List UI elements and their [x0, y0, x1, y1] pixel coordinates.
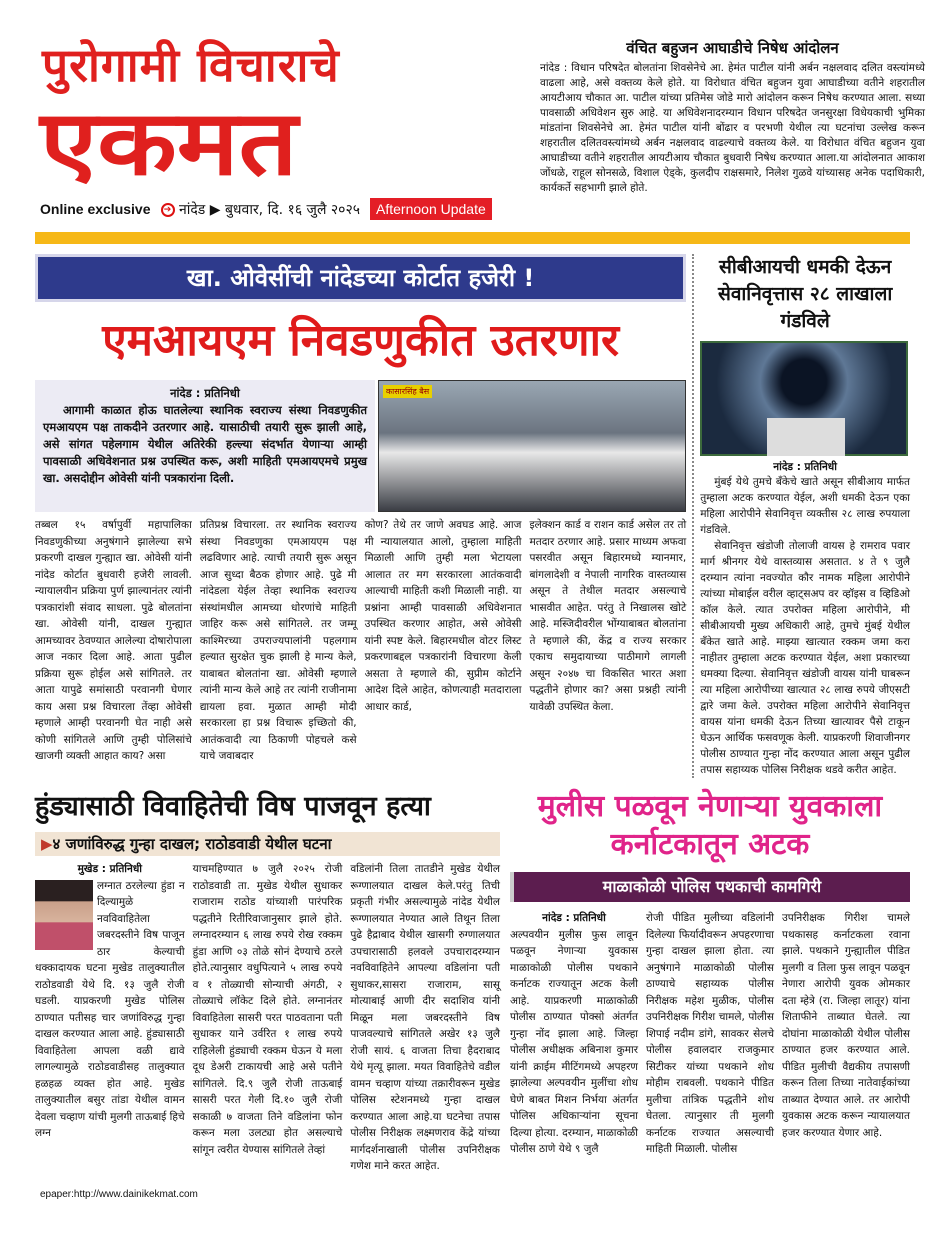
cbi-headline: सीबीआयची धमकी देऊन सेवानिवृत्तास २८ लाखाला गंडविले	[717, 256, 893, 332]
edition-badge: Afternoon Update	[370, 198, 492, 220]
cbi-paragraph: सेवानिवृत्त खंडोजी तोलाजी वायस हे रामराव पवार मार्ग श्रीनगर येथे वास्तव्यास असतात. ४ ते ९ जुलै दरम्यान त्यांना नवज्योत कौर नामक महिला आरोपीने त्यांच्या मोबाईल वरील व्हाट्सअप वर व्हॉइस व व्हिडिओ कॉल केले. त्यात उपरोक्त महिला आरोपीने, मी सीबीआयची मुख्य अधिकारी आहे, तुमचे मुंबई येथील बँकेत खाते आहे. माझ्या खात्यात रक्कम जमा करा नाहीतर तुम्हाला अटक करण्यात येईल, अशा प्रकारच्या धमक्या दिल्या. सेवानिवृत्त खंडोजी वायस यांनी घाबरून त्या महिला आरोपीच्या खात्यात २८ लाख रुपये जीएसटी द्वारे जमा केले. उपरोक्त महिला आरोपीने सेवानिवृत्त वायस यांना धमकी देऊन तिच्या खात्यावर पैसे टाकून घेऊन आर्थिक फसवणूक केली. याप्रकरणी शिवाजीनगर पोलीस ठाण्यात गुन्हा नोंद करण्यात आला असून पुढील तपास सहाय्यक पोलिस निरीक्षक थडवे करीत आहेत.	[700, 540, 910, 776]
dowry-column: वडिलांनी तिला तातडीने मुखेड येथील रूग्णालयात दाखल केले.परंतु तिची प्रकृती गंभीर असल्यामुळे नांदेड येथील रूग्णालयात नेण्यात आले तिथून तिला पुढे हैद्राबाद येथील खासगी रुग्णालयात उपचारासाठी हलवले उपचारादरम्यान नवविवाहितेने आपल्या वडिलांना पती सुधाकर,सासरा राजाराम, सासू मोत्याबाई आणी दीर सदाशिव यांनी मिळून मला जबरदस्तीने विष पाजवल्याचे सांगितले अखेर १३ जुलै रोजी सायं. ६ वाजता तिचा हैदराबाद येथे मृत्यू झाला. मयत विवाहितेचे वडील वामन चव्हाण यांच्या तक्रारीवरून मुखेड पोलिस स्टेशनमध्ये गुन्हा दाखल करण्यात आला आहे.या घटनेचा तपास पोलीस निरीक्षक लक्ष्मणराव केंद्रे यांच्या मार्गदर्शनाखाली पोलीस उपनिरीक्षक गणेश माने करत आहेत.	[350, 863, 500, 1172]
dowry-story	[35, 788, 500, 1175]
lead-story	[35, 254, 686, 778]
lead-intro-box	[35, 380, 375, 512]
edition-date	[161, 200, 361, 219]
kidnap-column: रोजी पीडित मुलीच्या वडिलांनी दिलेल्या फिर्यादीवरून अपहरणाचा गुन्हा दाखल झाला होता. त्या अनुषंगाने माळाकोळी पोलीस ठाण्याचे सहाय्यक पोलीस निरीक्षक महेश मुळीक, पोलीस उपनिरीक्षक गिरीश चामले, पोलीस शिपाई नदीम डांगे, सावकर सेलचे पोलीस हवालदार राजकुमार सिटीकर यांच्या पथकाने शोध मोहीम राबवली. पथकाने पीडित मुलीचा तांत्रिक पद्धतीने शोध घेतला. त्यानुसार ती मुलगी कर्नाटक राज्यात असल्याची माहिती मिळाली. पोलीस	[646, 912, 774, 1155]
lead-headline: एमआयएम निवडणुकीत उतरणार	[102, 315, 619, 366]
kidnap-body	[510, 910, 910, 1158]
bottom-section	[35, 788, 910, 1175]
dowry-headline: हुंड्यासाठी विवाहितेची विष पाजवून हत्या	[35, 791, 431, 822]
kidnap-column-1	[510, 910, 638, 1158]
dowry-subhead-bar	[35, 832, 500, 856]
lead-row	[35, 380, 686, 512]
dowry-column-1	[35, 861, 185, 1175]
kidnap-story	[510, 788, 910, 1175]
dowry-byline: मुखेड : प्रतिनिधी	[77, 863, 143, 875]
top-news-title: वंचित बहुजन आघाडीचे निषेध आंदोलन	[626, 39, 839, 57]
top-news-body: नांदेड : विधान परिषदेत बोलतांना शिवसेनेचे आ. हेमंत पाटील यांनी अर्बन नक्षलवाद दलित वस्त्यांमध्ये वाढला आहे, असे वक्तव्य केले होते. या विरोधात वंचित बहुजन युवा आघाडीच्या वतीने शहरातील आयटीआय चौकात आ. पाटील यांच्या प्रतिमेस जोडे मारो आंदोलन करून निषेध करण्यात आला. सध्या पावसाळी अधिवेशन सुरु आहे. या अधिवेशनादरम्यान विधान परिषदेत जनसुरक्षा विधेयकाची भुमिका मांडतांना शिवसेनेचे आ. हेमंत पाटील यांनी बोंढार व परभणी येथील त्या घटनांचा उल्लेख करून शहरातील दलितवस्त्यांमध्ये अर्बन नक्षलवाद वाढल्याचे वक्तव्य केले. या विरोधात वंचित बहुजन युवा आघाडीच्या वतीने शहरातील आयटीआय चौकात बुधवारी निषेध करण्यात आला.या आंदोलनात आकाश जोंधळे, राहूल सोनसळे, विशाल ऐड्के, कुलदीप राक्षसमारे, निलेश गुळवे यांच्यासह अनेक पदाधिकारी, कार्यकर्ते सहभागी झाले होते.	[540, 62, 925, 194]
masthead-logo: एकमत	[40, 91, 298, 196]
kidnap-byline: नांदेड : प्रतिनिधी	[542, 912, 606, 924]
kidnap-subhead: माळाकोळी पोलिस पथकाची कामगिरी	[510, 872, 910, 902]
lead-column: इलेक्शन कार्ड व राशन कार्ड असेल तर तो मतदार ठरणार आहे. प्रसार माध्यम अफवा पसरवीत असून बिहारमध्ये म्यानमार, बांगलादेशी व नेपाली नागरिक वास्तव्यास असून ते तेथील मतदार असल्याचे भासवीत आहेत. परंतु ते निखालस खोटे आहे. मस्जिदीवरील भोंग्याबाबत बोलतांना ते म्हणाले की, केंद्र व राज्य सरकार एकाच समुदायाच्या पाठीमागे लागली असून २०४७ चा विकसित भारत अशा पद्धतीने होणार का? असा प्रश्नही त्यांनी यावेळी उपस्थित केला.	[529, 519, 687, 713]
cbi-fraud-story	[700, 254, 910, 778]
top-news-brief	[540, 38, 925, 196]
cbi-paragraph: मुंबई येथे तुमचे बँकेचे खाते असून सीबीआय मार्फत तुम्हाला अटक करण्यात येईल, अशी धमकी देऊन एका महिला आरोपीने सेवानिवृत्त व्यक्तीस २८ लाख रुपयाला गंडविले.	[700, 476, 910, 536]
dowry-subhead: ४ जणांविरुद्ध गुन्हा दाखल; राठोडवाडी येथील घटना	[52, 835, 332, 853]
lead-intro: आगामी काळात होऊ घातलेल्या स्थानिक स्वराज्य संस्था निवडणुकीत एमआयएम पक्ष ताकदीने उतरणार आहे. यासाठीची तयारी सुरू झाली आहे, असे सांगत पहेलगाम येथील अतिरेकी हल्ल्या संदर्भात येणाऱ्या आम्ही पावसाळी अधिवेशनात प्रश्न उपस्थित करू, अशी माहिती एमआयएमचे प्रमुख खा. असदोद्दीन ओवेसी यांनी पत्रकारांना दिली.	[43, 403, 367, 485]
lead-column: कोण? तेथे तर जाणे अवघड आहे. आज मी न्यायालयात आलो, तुम्हाला माहिती मिळाली आणि तुम्ही मला भेटायला आलात तर मग सरकारला आतंकवादी आल्याची माहिती कशी मिळाली नाही. या प्रश्नांना आम्ही पावसाळी अधिवेशनात उपस्थित करणार आहोत, असे ओवेसी यांनी स्पष्ट केले. बिहारमधील वोटर लिस्ट प्रकरणाबद्दल पत्रकारांनी विचारणा केली असता ते म्हणाले की, सुप्रीम कोर्टाने आदेश दिले आहेत, कोणत्याही मतदाराला आधार कार्ड,	[364, 519, 522, 713]
lead-photo	[378, 380, 686, 512]
dowry-column: लग्नात ठरलेल्या हुंडा न दिल्यामुळे नवविवाहितेला जबरदस्तीने विष पाजून ठार केल्याची धक्कादायक घटना मुखेड तालुक्यातील राठोडवाडी येथे दि. १३ जुलै रोजी घडली. याप्रकरणी मुखेड पोलिस ठाण्यात पतीसह चार जणांविरुद्ध गुन्हा दाखल करण्यात आला आहे. हुंड्यासाठी विवाहितेला आपला वळी द्यावे लागल्यामुळे राठोडवाडीसह तालुक्यात हळहळ व्यक्त होत आहे. मुखेड तालुक्यातील बसुर तांडा येथील वामन देवला चव्हाण यांची मुलगी ताऊबाई हिचे लग्न	[35, 879, 185, 1139]
online-exclusive-label: Online exclusive	[40, 201, 151, 217]
cbi-byline: नांदेड : प्रतिनिधी	[773, 461, 837, 473]
kidnap-column: उपनिरीक्षक गिरीश चामले पथकासह कर्नाटकला रवाना झाले. पथकाने गुन्ह्यातील पीडित मुलगी व तिला फुस लावून पळवून नेणारा आरोपी युवक ओमकार दता म्हेत्रे (रा. जिल्हा लातूर) यांना शिताफीने ताब्यात घेतले. त्या दोघांना माळाकोळी येथील पोलीस ठाण्यात हजर करण्यात आले. पीडित मुलीची वैद्यकीय तपासणी करून तिला तिच्या नातेवाईकांच्या ताब्यात देण्यात आले. तर आरोपी युवकास अटक करून न्यायालयात हजर करण्यात येणार आहे.	[782, 912, 910, 1139]
lead-column: तब्बल १५ वर्षापुर्वी महापालिका निवडणुकीच्या अनुषंगाने झालेल्या सभे प्रकरणी दाखल गुन्ह्यात खा. ओवेसी यांनी नांदेड कोर्टात बुधवारी हजेरी लावली. न्यायालयीन प्रक्रिया पुर्ण झाल्यानंतर त्यांनी पत्रकारांशी संवाद साधला. पुढे बोलतांना खा. ओवेसी यांनी, दाखल गुन्ह्यात आमच्यावर ठेवण्यात आलेल्या दोषारोपाला आज नकार दिला आहे. आता पुढील प्रक्रिया सुरू होईल असे सांगितले. तर आता यापुढे समांसाठी परवानगी घेणार काय असा प्रश्न विचारला तेंव्हा ओवेसी म्हणाले आम्ही परवानगी घेत नाही असे कोणी सांगितले आणि तुम्ही पोलिसांचे खाजगी व्यक्ती आहात काय? असा	[35, 519, 192, 762]
kidnap-headline: मुलीस पळवून नेणाऱ्या युवकाला कर्नाटकातून अटक	[537, 789, 883, 862]
triangle-icon: ▶	[41, 835, 53, 853]
dowry-body	[35, 861, 500, 1175]
yellow-divider	[35, 232, 910, 244]
date-text: नांदेड ▶ बुधवार, दि. १६ जुलै २०२५	[178, 201, 361, 218]
victim-photo	[35, 880, 93, 950]
lead-column: प्रतिप्रश्न विचारला. तर स्थानिक स्वराज्य संस्था निवडणुका एमआयएम पक्ष लढविणार आहे. त्याची तयारी सुरू असून आज सुध्दा बैठक होणार आहे. पुढे मी नांदेडला येईल तेव्हा स्थानिक स्वराज्य संस्थांमधील आमच्या धोरणांचे माहिती जाहिर करू असे सांगितले. तर जम्मू काश्मिरच्या उपराज्यपालांनी पहलगाम हल्यात सुरक्षेत चुक झाली हे मान्य केले, याबाबत बोलतांना खा. ओवेसी म्हणाले त्यांनी मान्य केले आहे तर त्यांनी राजीनामा द्यायला हवा. मुळात आम्ही मोदी सरकारला हा प्रश्न विचारू इच्छितो की, आतंकवादी त्या ठिकाणी पोहचले कसे याचे जवाबदार	[199, 519, 357, 762]
arrow-right-icon: ➔	[161, 203, 175, 217]
lead-kicker: खा. ओवेसींची नांदेडच्या कोर्टात हजेरी !	[35, 254, 686, 302]
dowry-column: याचमहिण्यात ७ जुलै २०२५ रोजी राठोडवाडी ता. मुखेड येथील सुधाकर राजाराम राठोड यांच्याशी पारंपरिक पद्धतीने रितीरिवाजानुसार झाले होते. लग्नादरम्यान ६ लाख रुपये रोख रक्कम हुंडा आणि ०३ तोळे सोनं देण्याचे ठरले होते.त्यानुसार वधुपित्याने ५ लाख रुपये व १ तोळ्याची सोन्याची अंगठी, २ तोळ्याचे लॉकेट दिले होते. लग्नानंतर विवाहितेला सासरी परत पाठवताना पती सुधाकर याने उर्वरित १ लाख रुपये राहिलेली हुंड्याची रक्कम घेऊन ये मला दूध डेअरी टाकायची आहे असे पतीने सांगितले. दि.९ जुलै रोजी ताऊबाई सासरी परत गेली दि.१० जुलै रोजी सकाळी ७ वाजता तिने वडिलांना फोन करून मला उलट्या होत असल्याचे सांगून त्वरीत येण्यास सांगितले तेव्हां	[192, 863, 343, 1156]
lead-body	[35, 517, 686, 765]
hacker-photo	[700, 341, 908, 456]
column-divider	[692, 254, 694, 778]
main-section	[35, 254, 910, 778]
masthead-tagline: पुरोगामी विचाराचे	[42, 38, 340, 92]
lead-byline: नांदेड : प्रतिनिधी	[170, 386, 240, 400]
epaper-url[interactable]: epaper:http://www.dainikekmat.com	[40, 1188, 198, 1200]
photo-credit: कासारसिंह बैस	[383, 385, 432, 398]
edition-strip	[40, 198, 492, 220]
kidnap-column: अल्पवयीन मुलीस फुस लावून पळवून नेणाऱ्या युवकास माळाकोळी पोलीस पथकाने कर्नाटक राज्यातून अटक केली आहे. याप्रकरणी माळाकोळी पोलीस ठाण्यात पोक्सो अंतर्गत गुन्हा नोंद झाला आहे. जिल्हा पोलीस अधीक्षक अबिनाश कुमार यांनी क्राईम मीटिंगमध्ये अपहरण झालेल्या अल्पवयीन मुलींचा शोध घेणे बाबत मिशन निर्भया अंतर्गत पोलिस अधिकाऱ्यांना सूचना दिल्या होत्या. दरम्यान, माळाकोळी पोलीस ठाणे येथे ९ जुलै	[510, 928, 638, 1155]
